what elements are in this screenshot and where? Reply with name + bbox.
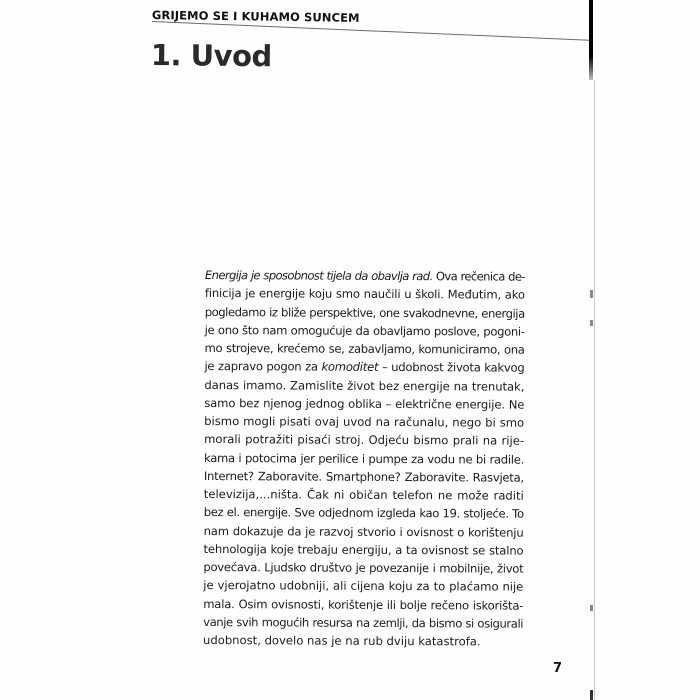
text-line: povećava. Ljudsko društvo je povezanije i mobilnije, život (203, 559, 524, 576)
text-line: Internet? Zaboravite. Smartphone? Zaboravite. Rasvjeta, (203, 468, 524, 485)
line-text: Ova rečenica de- (432, 269, 525, 284)
spine-mark (590, 690, 593, 700)
text-line (205, 266, 525, 286)
chapter-title: 1. Uvod (150, 38, 272, 74)
text-line: finicija je energije koju smo naučili u školi. Međutim, ako (204, 286, 525, 302)
text-line: je vjerojatno udobniji, ali cijena koju za to plaćamo nije (203, 578, 524, 594)
spine-shadow (589, 0, 593, 80)
text-line: nam dokazuje da je razvoj stvorio i ovisnost o korištenju (203, 523, 524, 540)
spine-edge (594, 80, 595, 700)
italic-term: komoditet (321, 359, 379, 375)
text-line: morali potražiti pisaći stroj. Odjeću bismo prali na rije- (204, 432, 525, 448)
italic-definition: Energija je sposobnost tijela da obavlja rad. (204, 267, 433, 284)
page-number: 7 (553, 661, 563, 676)
text-line (204, 357, 524, 377)
text-line: danas imamo. Zamislite život bez energije na trenutak, (204, 377, 525, 394)
body-paragraph (203, 266, 525, 651)
text-line: bismo mogli pisati ovaj uvod na računalu, nego bi smo (204, 413, 525, 430)
text-line: televizija,...ništa. Čak ni običan telefon ne može raditi (203, 486, 524, 503)
text-line: vanje svih mogućih resursa na zemlji, da bismo si osigurali (203, 614, 524, 631)
text-line: udobnost, dovelo nas je na rub dviju katastrofa. (203, 632, 481, 649)
text-line: bez el. energije. Sve odjednom izgleda kao 19. stoljeće. To (203, 505, 524, 521)
text-line: mala. Osim ovisnosti, korištenje ili bolje rečeno iskorišta- (203, 596, 524, 613)
spine-mark (590, 290, 593, 298)
spine-mark (590, 605, 593, 611)
text-line: samo bez njenog jednog oblika – električne energije. Ne (204, 395, 525, 412)
text-line: pogledamo iz bliže perspektive, one svakodnevne, energija (204, 304, 525, 321)
line-text: je zapravo pogon za (204, 359, 322, 374)
text-line: kama i potocima jer perilice i pumpe za vodu ne bi radile. (203, 450, 525, 467)
spine-mark (590, 320, 593, 326)
text-line: je ono što nam omogućuje da obavljamo poslove, pogoni- (204, 322, 525, 339)
text-line: tehnologija koje trebaju energiju, a ta ovisnost se stalno (203, 541, 524, 558)
line-text: – udobnost života kakvog (378, 360, 525, 375)
text-line: mo strojeve, krećemo se, zabavljamo, komuniciramo, ona (204, 340, 525, 357)
running-head: GRIJEMO SE I KUHAMO SUNCEM (151, 8, 360, 25)
